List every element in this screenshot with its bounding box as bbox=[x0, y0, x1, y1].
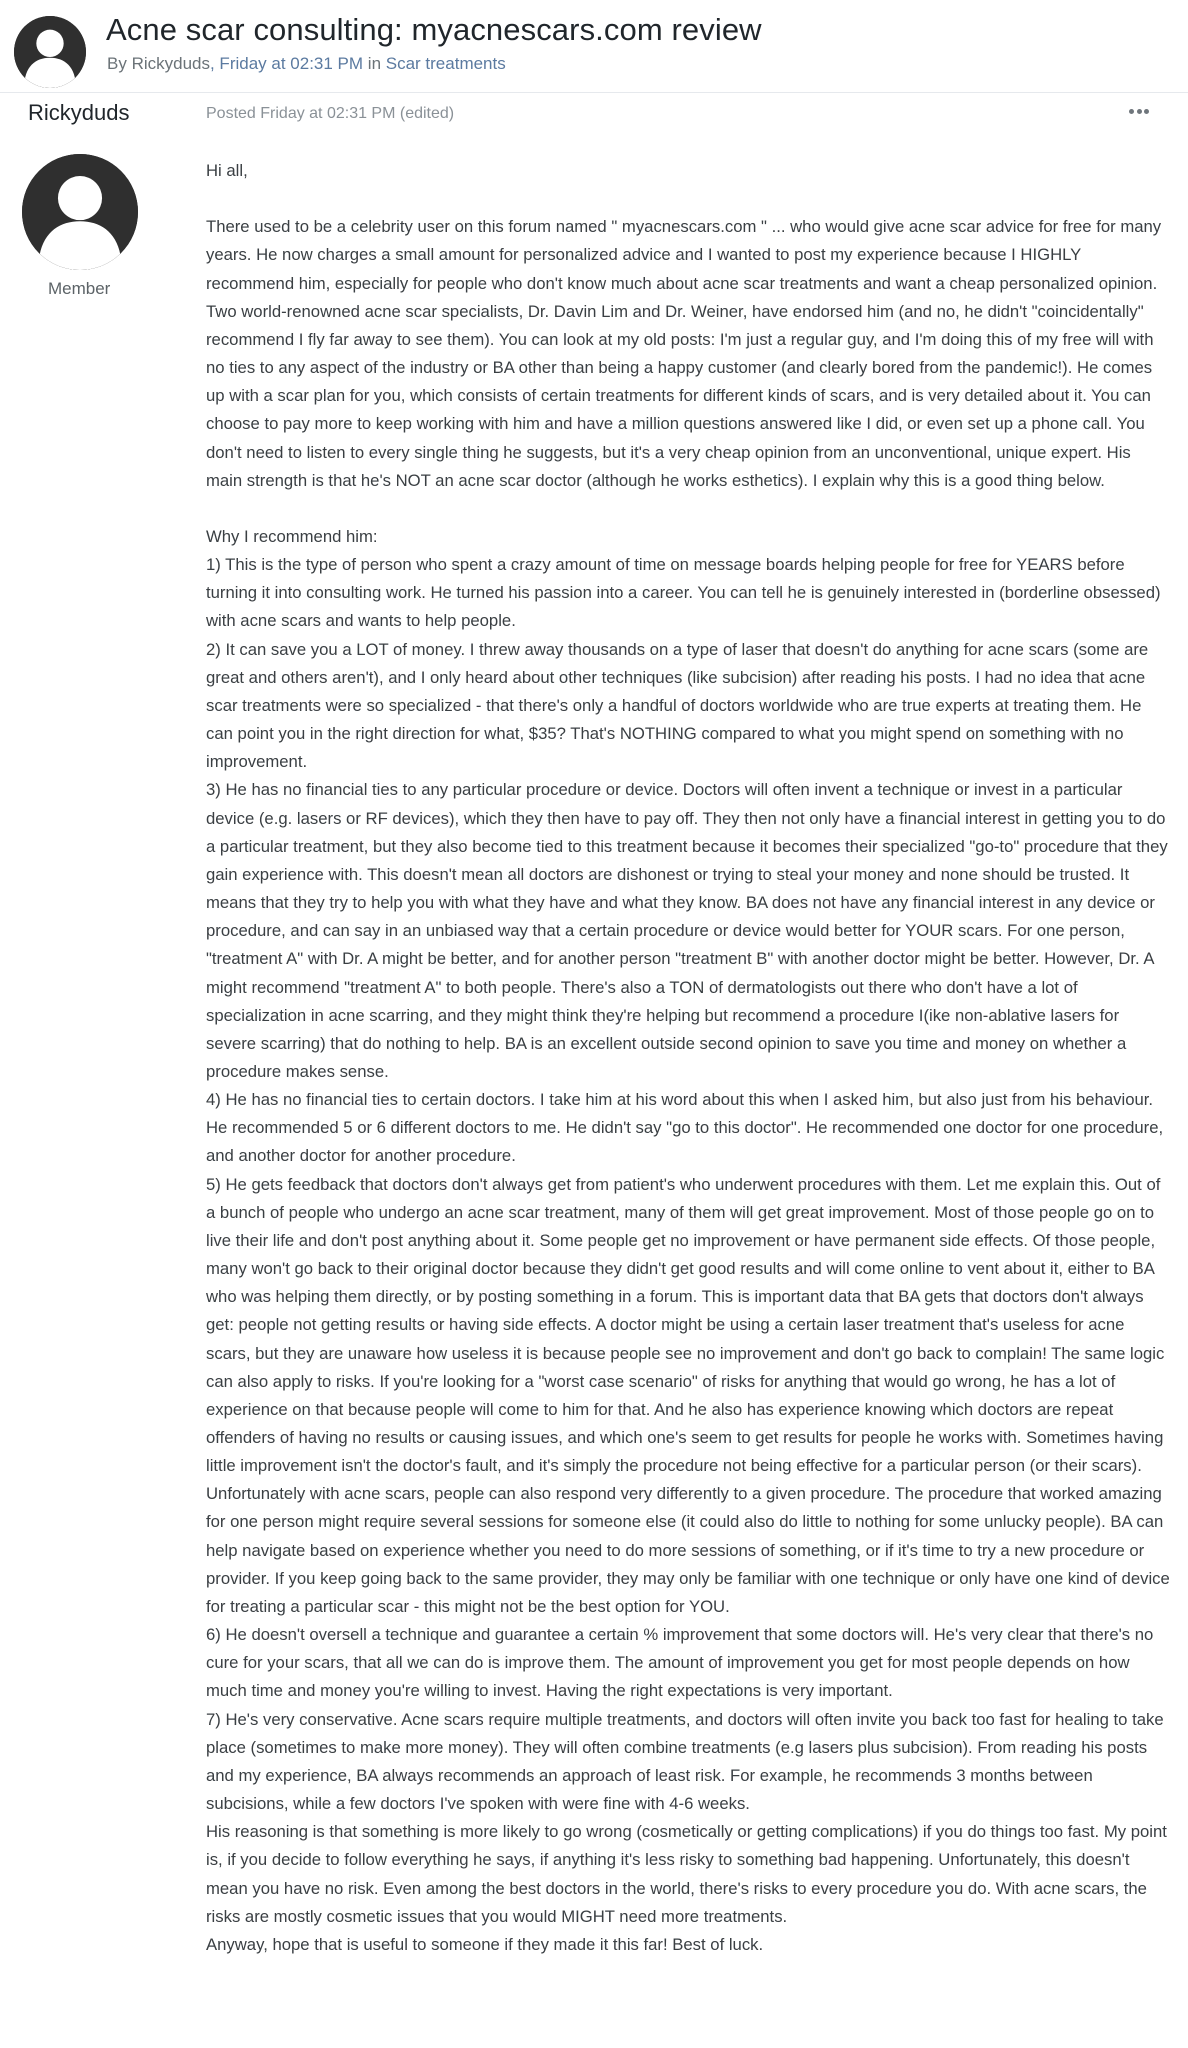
post-closing: Anyway, hope that is useful to someone if they made it this far! Best of luck. bbox=[206, 1934, 764, 1954]
byline-category-link[interactable]: Scar treatments bbox=[385, 54, 506, 73]
post-intro bbox=[206, 213, 1170, 495]
point-7: 7) He's very conservative. Acne scars require multiple treatments, and doctors will often invite you back too fast for healing to take place (sometimes to make more money). They will often combine treatments (e.g lasers plus subcision). From reading his posts and my experience, BA always recommends an approach of least risk. For example, he recommends 3 months between subcisions, while a few doctors I've spoken with were fine with 4-6 weeks. bbox=[206, 1709, 1164, 1814]
byline-time-link[interactable]: , Friday at 02:31 PM bbox=[209, 54, 364, 73]
topic-header bbox=[14, 14, 1184, 76]
byline-in: in bbox=[363, 54, 386, 73]
post-timestamp[interactable]: Posted Friday at 02:31 PM (edited) bbox=[206, 105, 455, 122]
post-author-name[interactable]: Rickyduds bbox=[28, 100, 130, 125]
post-author-avatar-icon[interactable] bbox=[22, 154, 138, 270]
more-options-icon[interactable] bbox=[1128, 102, 1150, 122]
point-6: 6) He doesn't oversell a technique and guarantee a certain % improvement that some doctors will. He's very clear that there's no cure for your scars, that all we can do is improve them. The amount of improvement you get for most people depends on how much time and money you're willing to invest. Having the right expectations is very important. bbox=[206, 1625, 1154, 1701]
topic-title: Acne scar consulting: myacnescars.com review bbox=[106, 12, 762, 47]
byline-prefix: By bbox=[107, 54, 132, 73]
post-author-role: Member bbox=[48, 279, 111, 298]
why-heading: Why I recommend him: bbox=[206, 527, 378, 546]
header-divider bbox=[0, 92, 1188, 93]
intro-after-site: " ... who would give acne scar advice for free for many years. He now charges a small amount for personalized advice and I wanted to post my experience because I HIGHLY recommend him, especially for people who don't know much about acne scar treatments and want a cheap personalized opinion. Two world-renowned acne scar specialists, Dr. Davin Lim and Dr. Weiner, have endorsed him (and no, he didn't "coincidentally" recommend I fly far away to see them). You can look at my old posts: I'm just a regular guy, and I'm doing this of my free will with no ties to any aspect of the industry or BA other than being a happy customer (and clearly bored from the pandemic!). He comes up with a scar plan for you, which consists of certain treatments for different kinds of scars, and is very detailed about it. You can choose to pay more to keep working with him and have a million questions answered like I did, or even set up a phone call. You don't need to listen to every single thing he suggests, but it's a very cheap opinion from an unconventional, unique expert. His main strength is that he's NOT an acne scar doctor (although he works esthetics). I explain why this is a good thing below. bbox=[206, 217, 1162, 490]
topic-byline bbox=[107, 54, 506, 74]
point-1: 1) This is the type of person who spent a crazy amount of time on message boards helping people for free for YEARS before turning it into consulting work. He turned his passion into a career. You can tell he is genuinely interested in (borderline obsessed) with acne scars and wants to help people. bbox=[206, 555, 1161, 631]
point-2: 2) It can save you a LOT of money. I threw away thousands on a type of laser that doesn't do anything for acne scars (some are great and others aren't), and I only heard about other techniques (like subcision) after reading his posts. I had no idea that acne scar treatments were so specialized - that there's only a handful of doctors worldwide who are true experts at treating them. He can point you in the right direction for what, $35? That's NOTHING compared to what you might spend on something with no improvement. bbox=[206, 639, 1149, 772]
point-4: 4) He has no financial ties to certain doctors. I take him at his word about this when I asked him, but also just from his behaviour. He recommended 5 or 6 different doctors to me. He didn't say "go to this doctor". He recommended one doctor for one procedure, and another doctor for another procedure. bbox=[206, 1090, 1164, 1166]
user-silhouette-icon bbox=[14, 16, 86, 88]
point-7-continued: His reasoning is that something is more likely to go wrong (cosmetically or getting complications) if you do things too fast. My point is, if you decide to follow everything he says, if anything it's less risky to something bad happening. Unfortunately, this doesn't mean you have no risk. Even among the best doctors in the world, there's risks to every procedure you do. With acne scars, the risks are mostly cosmetic issues that you would MIGHT need more treatments. bbox=[206, 1822, 1167, 1926]
intro-before-site: There used to be a celebrity user on this forum named " bbox=[206, 217, 618, 237]
post-greeting: Hi all, bbox=[206, 161, 248, 180]
post-content bbox=[206, 157, 1170, 1959]
site-name: myacnescars.com bbox=[617, 217, 762, 237]
byline-author-link[interactable]: Rickyduds bbox=[131, 54, 210, 73]
user-silhouette-icon bbox=[22, 154, 138, 270]
point-5: 5) He gets feedback that doctors don't always get from patient's who underwent procedures with them. Let me explain this. Out of a bunch of people who undergo an acne scar treatment, many of them will get great improvement. Most of those people go on to live their life and don't post anything about it. Some people get no improvement or have permanent side effects. Of those people, many won't go back to their original doctor because they didn't get good results and will come online to vent about it, either to BA who was helping them directly, or by posting something in a forum. This is important data that BA gets that doctors don't always get: people not getting results or having side effects. A doctor might be using a certain laser treatment that's useless for acne scars, but they are unaware how useless it is because people see no improvement and don't go back to complain! The same logic can also apply to risks. If you're looking for a "worst case scenario" of risks for anything that would go wrong, he has a lot of experience on that because people will come to him for that. And he also has experience knowing which doctors are repeat offenders of having no results or causing issues, and which one's seem to get results for people he works with. Sometimes having little improvement isn't the doctor's fault, and it's simply the procedure not being effective for a particular person (or their scars). Unfortunately with acne scars, people can also respond very differently to a given procedure. The procedure that worked amazing for one person might require several sessions for someone else (it could also do little to nothing for some unlucky people). BA can help navigate based on experience whether you need to do more sessions of something, or if it's time to try a new procedure or provider. If you keep going back to the same provider, they may only be familiar with one technique or only have one kind of device for treating a particular scar - this might not be the best option for YOU. bbox=[206, 1174, 1170, 1616]
topic-starter-avatar-icon[interactable] bbox=[14, 16, 86, 88]
point-3: 3) He has no financial ties to any particular procedure or device. Doctors will often invent a technique or invest in a particular device (e.g. lasers or RF devices), which they then have to pay off. They then not only have a financial interest in getting you to do a particular treatment, but they also become tied to this treatment because it becomes their specialized "go-to" procedure that they gain experience with. This doesn't mean all doctors are dishonest or trying to steal your money and none should be trusted. It means that they try to help you with what they have and what they know. BA does not have any financial interest in any device or procedure, and can say in an unbiased way that a certain procedure or device would better for YOUR scars. For one person, "treatment A" with Dr. A might be better, and for another person "treatment B" with another doctor might be better. However, Dr. A might recommend "treatment A" to both people. There's also a TON of dermatologists out there who don't have a lot of specialization in acne scarring, and they might think they're helping but recommend a procedure I(ike non-ablative lasers for severe scarring) that do nothing to help. BA is an excellent outside second opinion to save you time and money on whether a procedure makes sense. bbox=[206, 780, 1168, 1081]
